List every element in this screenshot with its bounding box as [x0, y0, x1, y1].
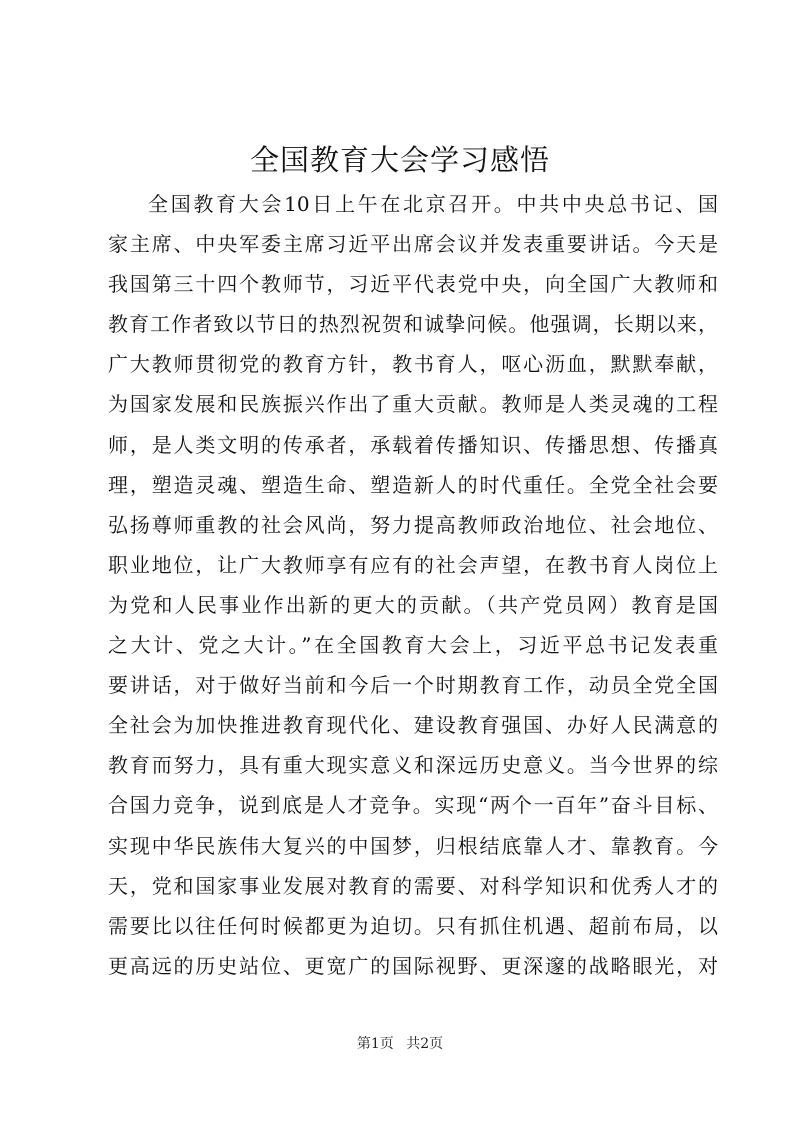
body-line: 教育工作者致以节日的热烈祝贺和诚挚问候。他强调，长期以来，	[108, 312, 718, 337]
body-line: 教育而努力，具有重大现实意义和深远历史意义。当今世界的综	[108, 753, 718, 778]
body-line: 我国第三十四个教师节，习近平代表党中央，向全国广大教师和	[108, 272, 718, 297]
body-line: 要讲话，对于做好当前和今后一个时期教育工作，动员全党全国	[108, 673, 718, 698]
body-line: 师，是人类文明的传承者，承载着传播知识、传播思想、传播真	[108, 432, 718, 457]
body-line: 天，党和国家事业发展对教育的需要、对科学知识和优秀人才的	[108, 873, 718, 898]
body-line: 实现中华民族伟大复兴的中国梦，归根结底靠人才、靠教育。今	[108, 833, 718, 858]
page-total: 共2页	[406, 1036, 444, 1052]
body-line: 更高远的历史站位、更宽广的国际视野、更深邃的战略眼光，对	[108, 953, 718, 978]
body-line: 之大计、党之大计。”在全国教育大会上，习近平总书记发表重	[108, 633, 718, 658]
body-line: 为党和人民事业作出新的更大的贡献。（共产党员网）教育是国	[108, 592, 718, 617]
page-number: 第1页	[356, 1036, 394, 1052]
body-line: 全国教育大会10日上午在北京召开。中共中央总书记、国	[148, 192, 718, 216]
body-line: 理，塑造灵魂、塑造生命、塑造新人的时代重任。全党全社会要	[108, 472, 718, 497]
body-paragraph	[108, 184, 718, 986]
body-line: 职业地位，让广大教师享有应有的社会声望，在教书育人岗位上	[108, 552, 718, 577]
body-line: 需要比以往任何时候都更为迫切。只有抓住机遇、超前布局，以	[108, 913, 718, 938]
body-line: 家主席、中央军委主席习近平出席会议并发表重要讲话。今天是	[108, 232, 718, 257]
document-title: 全国教育大会学习感悟	[249, 143, 550, 177]
page-footer	[0, 1034, 800, 1054]
body-line: 为国家发展和民族振兴作出了重大贡献。教师是人类灵魂的工程	[108, 392, 718, 417]
body-line: 广大教师贯彻党的教育方针，教书育人，呕心沥血，默默奉献，	[108, 352, 718, 377]
body-line: 弘扬尊师重教的社会风尚，努力提高教师政治地位、社会地位、	[108, 512, 718, 537]
body-line: 全社会为加快推进教育现代化、建设教育强国、办好人民满意的	[108, 713, 718, 738]
body-line: 合国力竞争，说到底是人才竞争。实现“两个一百年”奋斗目标、	[108, 793, 718, 818]
